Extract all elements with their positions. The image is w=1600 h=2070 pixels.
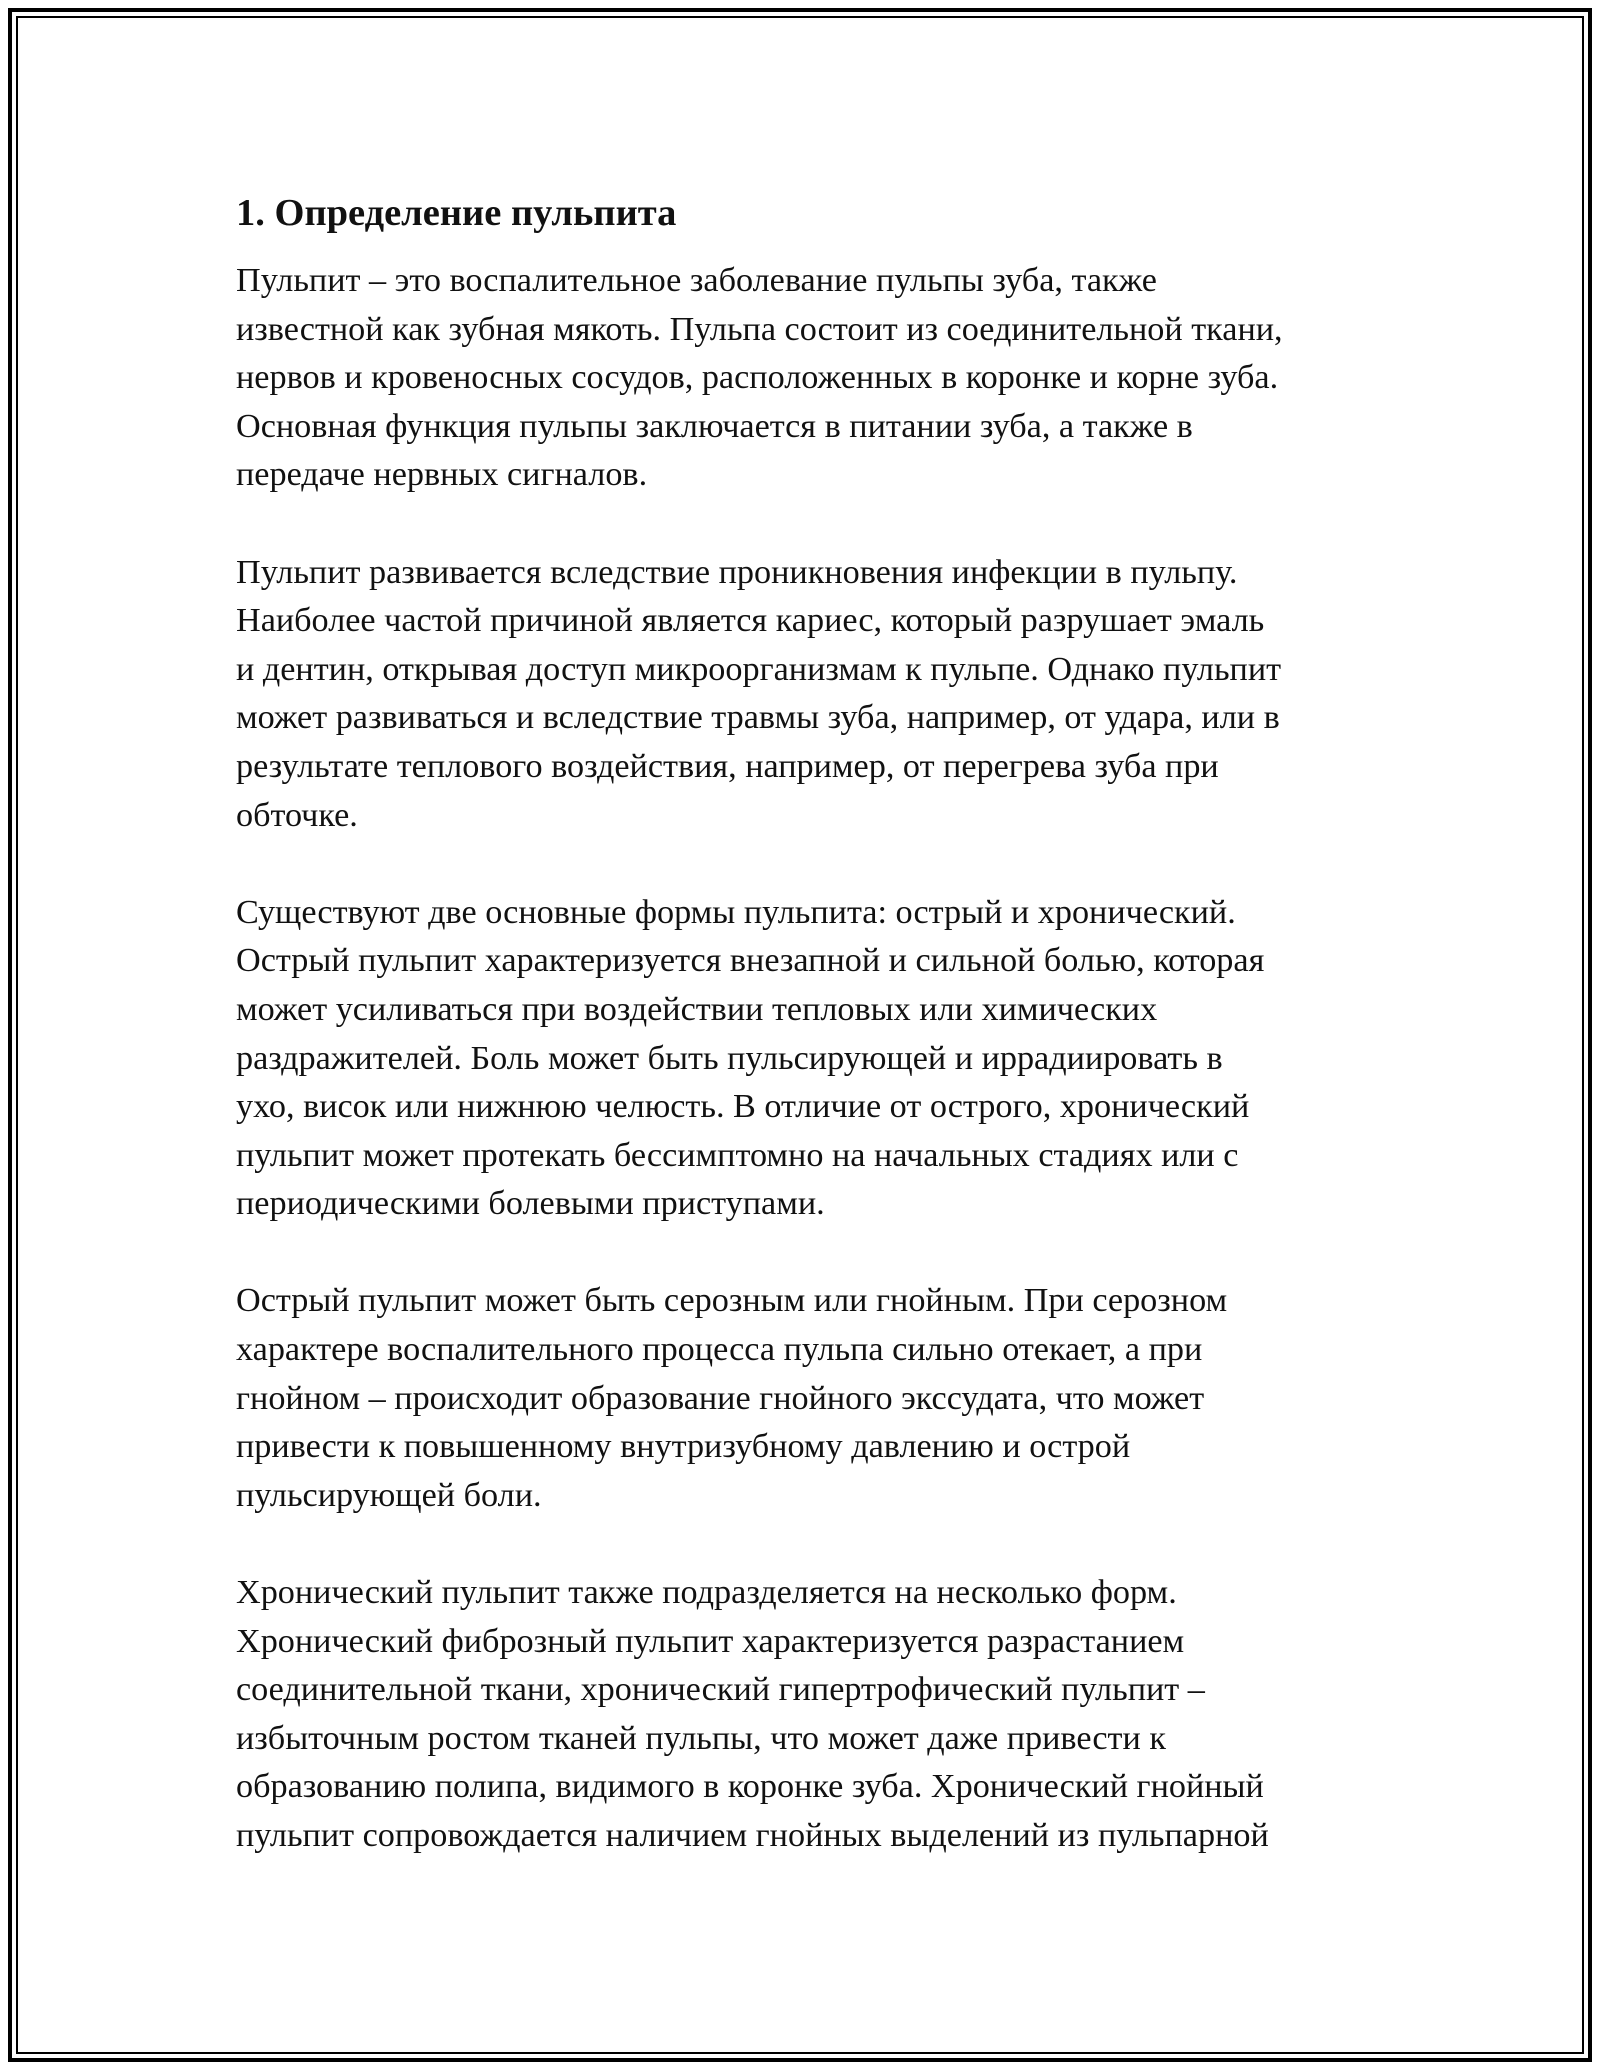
section-heading: 1. Определение пульпита (236, 192, 677, 234)
paragraph-line: ухо, висок или нижнюю челюсть. В отличие от острого, хронический (236, 1088, 1250, 1126)
paragraph-5 (236, 1569, 1386, 1861)
paragraph-line: привести к повышенному внутризубному давлению и острой (236, 1428, 1131, 1466)
paragraph-line: пульпит сопровождается наличием гнойных выделений из пульпарной (236, 1817, 1269, 1854)
paragraph-line: пульсирующей боли. (236, 1476, 542, 1514)
paragraph-line: характере воспалительного процесса пульпа сильно отекает, а при (236, 1331, 1203, 1369)
paragraph-line: обточке. (236, 796, 358, 834)
paragraph-line: Хронический пульпит также подразделяется на несколько форм. (236, 1574, 1177, 1612)
paragraph-line: известной как зубная мякоть. Пульпа состоит из соединительной ткани, (236, 310, 1283, 348)
paragraph-4 (236, 1277, 1386, 1520)
paragraph-line: Пульпит развивается вследствие проникновения инфекции в пульпу. (236, 553, 1238, 591)
paragraph-line: гнойном – происходит образование гнойного экссудата, что может (236, 1379, 1205, 1417)
paragraph-line: может усиливаться при воздействии тепловых или химических (236, 990, 1158, 1028)
paragraph-line: и дентин, открывая доступ микроорганизмам к пульпе. Однако пульпит (236, 650, 1282, 688)
paragraph-3 (236, 889, 1386, 1229)
paragraph-line: периодическими болевыми приступами. (236, 1185, 825, 1223)
paragraph-1 (236, 257, 1386, 500)
paragraph-line: результате теплового воздействия, например, от перегрева зуба при (236, 747, 1219, 785)
paragraph-line: Основная функция пульпы заключается в питании зуба, а также в (236, 407, 1193, 445)
document-body (236, 185, 1386, 1861)
paragraph-2 (236, 549, 1386, 841)
paragraph-line: может развиваться и вследствие травмы зуба, например, от удара, или в (236, 699, 1280, 737)
paragraph-line: нервов и кровеносных сосудов, расположенных в коронке и корне зуба. (236, 359, 1279, 397)
paragraph-line: Хронический фиброзный пульпит характеризуется разрастанием (236, 1622, 1185, 1660)
paragraph-line: соединительной ткани, хронический гипертрофический пульпит – (236, 1671, 1205, 1709)
paragraph-line: избыточным ростом тканей пульпы, что может даже привести к (236, 1719, 1166, 1757)
paragraph-line: раздражителей. Боль может быть пульсирующей и иррадиировать в (236, 1039, 1223, 1077)
paragraph-line: Острый пульпит характеризуется внезапной и сильной болью, которая (236, 942, 1265, 980)
paragraph-line: Острый пульпит может быть серозным или гнойным. При серозном (236, 1282, 1228, 1320)
paragraph-line: Пульпит – это воспалительное заболевание пульпы зуба, также (236, 262, 1157, 299)
paragraph-line: передаче нервных сигналов. (236, 456, 648, 494)
paragraph-line: пульпит может протекать бессимптомно на начальных стадиях или с (236, 1136, 1239, 1174)
paragraph-line: образованию полипа, видимого в коронке зуба. Хронический гнойный (236, 1768, 1264, 1806)
paragraph-line: Наиболее частой причиной является кариес, который разрушает эмаль (236, 602, 1265, 640)
paragraph-line: Существуют две основные формы пульпита: острый и хронический. (236, 893, 1236, 931)
